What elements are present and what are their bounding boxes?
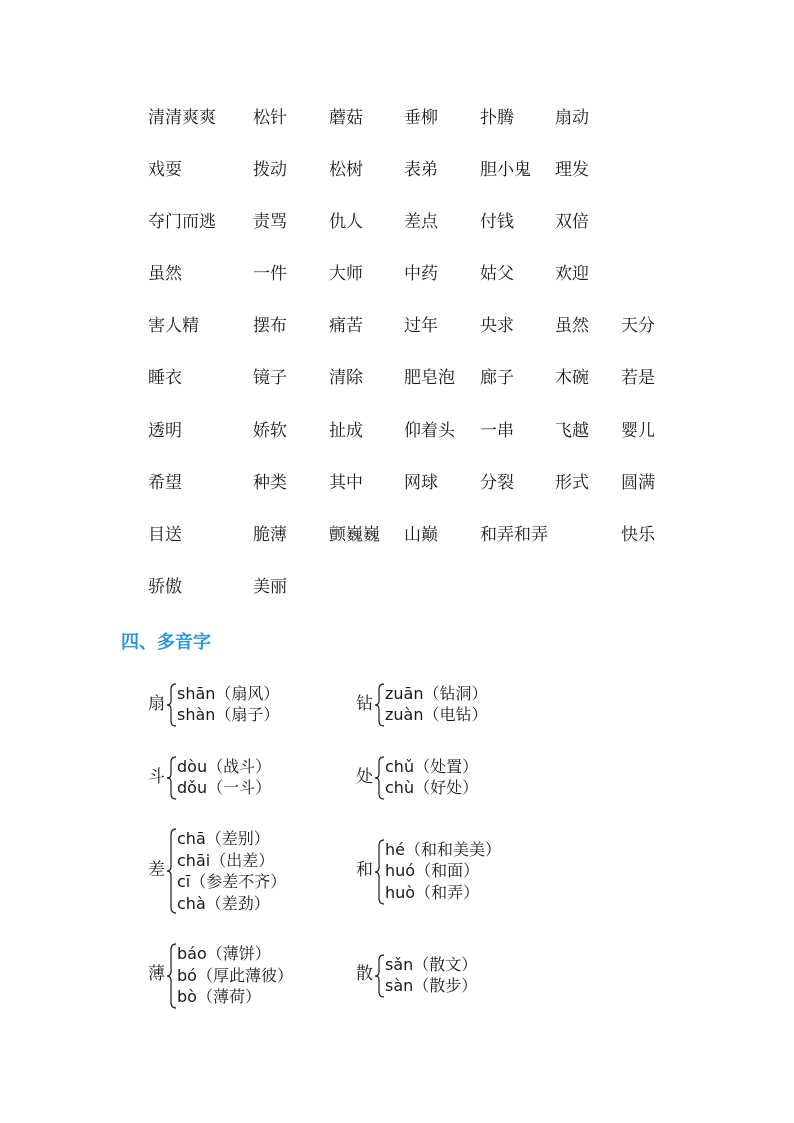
vocab-word: 镜子 (253, 368, 287, 388)
polyphone-char: 扇 (148, 694, 165, 714)
vocab-word: 仰着头 (404, 421, 455, 441)
vocab-word: 虽然 (148, 264, 182, 284)
polyphone-char: 差 (148, 860, 165, 880)
vocab-word: 网球 (404, 473, 438, 493)
vocab-word: 戏耍 (148, 160, 182, 180)
vocab-word: 扯成 (329, 421, 363, 441)
vocab-word: 松树 (329, 160, 363, 180)
reading-line: chù（好处） (385, 778, 479, 797)
vocab-word: 责骂 (253, 212, 287, 232)
vocab-word: 表弟 (404, 160, 438, 180)
reading-line: sǎn（散文） (385, 955, 478, 974)
reading-line: zuān（钻洞） (385, 684, 488, 703)
reading-line: chāi（出差） (177, 851, 275, 870)
polyphone-char: 处 (356, 767, 373, 787)
vocab-word: 中药 (404, 264, 438, 284)
vocab-word: 形式 (555, 473, 589, 493)
reading-line: shān（扇风） (177, 684, 280, 703)
vocab-word: 其中 (329, 473, 363, 493)
vocab-word: 颤巍巍 (329, 525, 380, 545)
vocab-word: 娇软 (253, 421, 287, 441)
vocab-word: 廊子 (480, 368, 514, 388)
vocab-word: 大师 (329, 264, 363, 284)
polyphone-char: 钻 (356, 694, 373, 714)
vocab-word: 若是 (621, 368, 655, 388)
polyphone-char: 和 (356, 860, 373, 880)
vocab-word: 睡衣 (148, 368, 182, 388)
vocab-word: 和弄和弄 (480, 525, 548, 545)
vocab-word: 天分 (621, 316, 655, 336)
reading-line: dòu（战斗） (177, 757, 272, 776)
reading-line: bò（薄荷） (177, 987, 261, 1006)
vocab-word: 一串 (480, 421, 514, 441)
vocab-word: 蘑菇 (329, 108, 363, 128)
reading-line: chǔ（处置） (385, 757, 479, 776)
vocab-word: 山巅 (404, 525, 438, 545)
vocab-word: 扑腾 (480, 108, 514, 128)
reading-line: shàn（扇子） (177, 705, 280, 724)
vocab-word: 清除 (329, 368, 363, 388)
vocab-word: 透明 (148, 421, 182, 441)
reading-line: huò（和弄） (385, 883, 480, 902)
vocab-word: 快乐 (621, 525, 655, 545)
vocab-word: 种类 (253, 473, 287, 493)
vocab-word: 过年 (404, 316, 438, 336)
vocab-word: 目送 (148, 525, 182, 545)
vocab-word: 欢迎 (555, 264, 589, 284)
polyphone-char: 散 (356, 964, 373, 984)
vocab-word: 清清爽爽 (148, 108, 216, 128)
vocab-word: 垂柳 (404, 108, 438, 128)
vocab-word: 木碗 (555, 368, 589, 388)
vocab-word: 分裂 (480, 473, 514, 493)
vocab-word: 脆薄 (253, 525, 287, 545)
vocab-word: 姑父 (480, 264, 514, 284)
vocab-word: 飞越 (555, 421, 589, 441)
vocab-word: 摆布 (253, 316, 287, 336)
vocab-word: 一件 (253, 264, 287, 284)
reading-line: chà（差劲） (177, 894, 270, 913)
vocab-word: 希望 (148, 473, 182, 493)
vocab-word: 拨动 (253, 160, 287, 180)
vocab-word: 害人精 (148, 316, 199, 336)
vocab-word: 肥皂泡 (404, 368, 455, 388)
vocab-word: 央求 (480, 316, 514, 336)
vocab-word: 胆小鬼 (480, 160, 531, 180)
reading-line: zuàn（电钻） (385, 705, 488, 724)
reading-line: bó（厚此薄彼） (177, 966, 293, 985)
vocab-word: 付钱 (480, 212, 514, 232)
vocab-word: 圆满 (621, 473, 655, 493)
vocab-word: 仇人 (329, 212, 363, 232)
vocab-word: 双倍 (555, 212, 589, 232)
section-title: 四、多音字 (121, 632, 211, 653)
vocab-word: 松针 (253, 108, 287, 128)
polyphone-char: 薄 (148, 964, 165, 984)
vocab-word: 骄傲 (148, 577, 182, 597)
polyphone-char: 斗 (148, 767, 165, 787)
vocab-word: 婴儿 (621, 421, 655, 441)
reading-line: cī（参差不齐） (177, 872, 287, 891)
reading-line: báo（薄饼） (177, 944, 271, 963)
vocab-word: 美丽 (253, 577, 287, 597)
vocab-word: 差点 (404, 212, 438, 232)
vocab-word: 扇动 (555, 108, 589, 128)
reading-line: huó（和面） (385, 861, 480, 880)
vocab-word: 夺门而逃 (148, 212, 216, 232)
vocab-word: 痛苦 (329, 316, 363, 336)
reading-line: hé（和和美美） (385, 840, 501, 859)
reading-line: dǒu（一斗） (177, 778, 272, 797)
reading-line: chā（差别） (177, 829, 270, 848)
reading-line: sàn（散步） (385, 976, 478, 995)
vocab-word: 理发 (555, 160, 589, 180)
vocab-word: 虽然 (555, 316, 589, 336)
